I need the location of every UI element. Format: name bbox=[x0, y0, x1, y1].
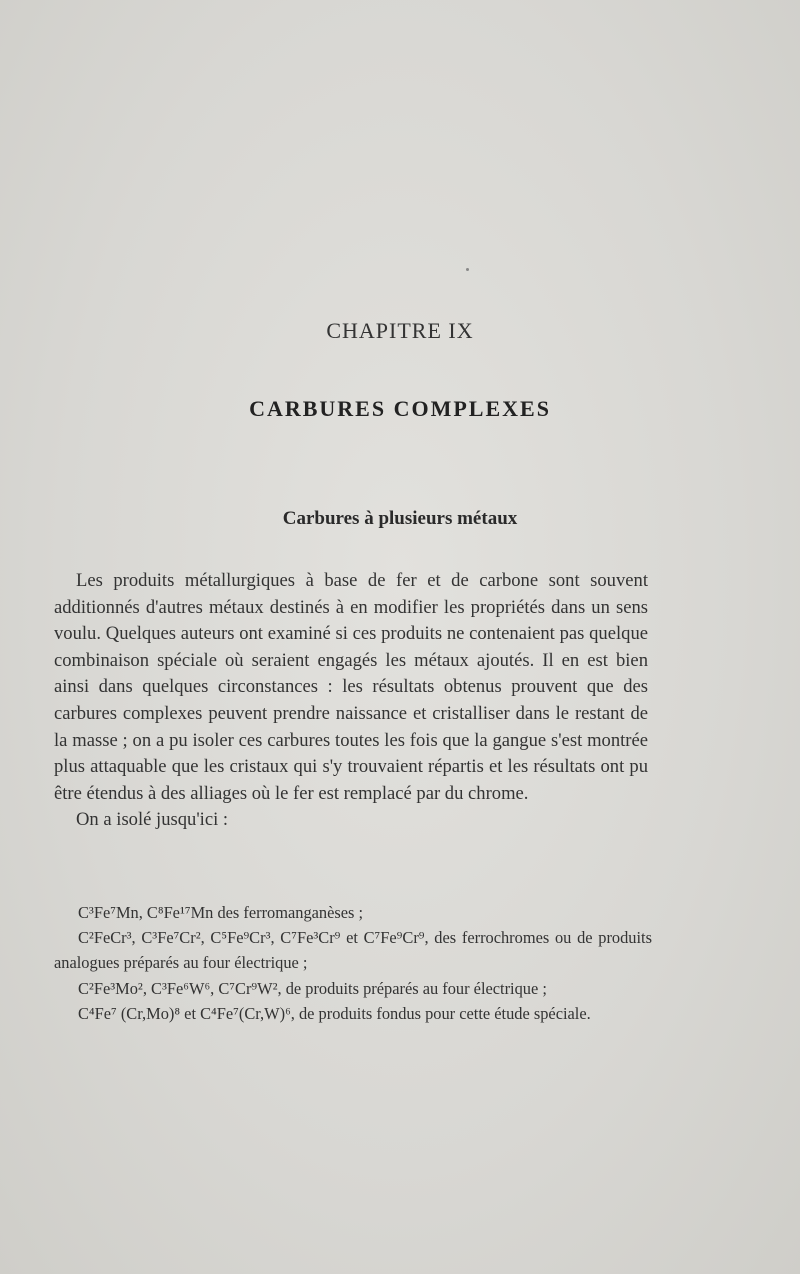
formula-item: C³Fe⁷Mn, C⁸Fe¹⁷Mn des ferromanganèses ; bbox=[78, 903, 364, 922]
formula-item: C⁴Fe⁷ (Cr,Mo)⁸ et C⁴Fe⁷(Cr,W)⁶, de produits fondus pour cette étude spéciale. bbox=[78, 1003, 591, 1023]
chapter-title: CARBURES COMPLEXES bbox=[249, 396, 551, 421]
paper-speck bbox=[466, 268, 469, 271]
paragraph: On a isolé jusqu'ici : bbox=[76, 809, 229, 831]
paragraph: Les produits métallurgiques à base de fer et de carbone sont souvent additionnés d'autres métaux destinés à en modifier les propriétés dans un sens voulu. Quelques auteurs ont examiné si ces produits ne contenaient pas quelque combinaison spéciale où seraient engagés les métaux ajoutés. Il en est bien ainsi dans quelques circonstances : les résultats obtenus prouvent que des carbures complexes peuvent prendre naissance et cristalliser dans le restant de la masse ; on a pu isoler ces carbures toutes les fois que la gangue s'est montrée plus attaquable que les cristaux qui s'y trouvaient répartis et les résultats ont pu être étendus à des alliages où le fer est remplacé par du chrome. bbox=[54, 570, 648, 804]
formula-item: C²Fe³Mo², C³Fe⁶W⁶, C⁷Cr⁹W², de produits préparés au four électrique ; bbox=[78, 978, 547, 998]
body-text bbox=[54, 568, 648, 834]
section-title: Carbures à plusieurs métaux bbox=[282, 508, 518, 529]
formula-list bbox=[54, 900, 652, 1026]
chapter-label: CHAPITRE IX bbox=[326, 318, 474, 343]
formula-item: C²FeCr³, C³Fe⁷Cr², C⁵Fe⁹Cr³, C⁷Fe³Cr⁹ et C⁷Fe⁹Cr⁹, des ferrochromes ou de produits analogues préparés au four électrique ; bbox=[54, 928, 652, 973]
